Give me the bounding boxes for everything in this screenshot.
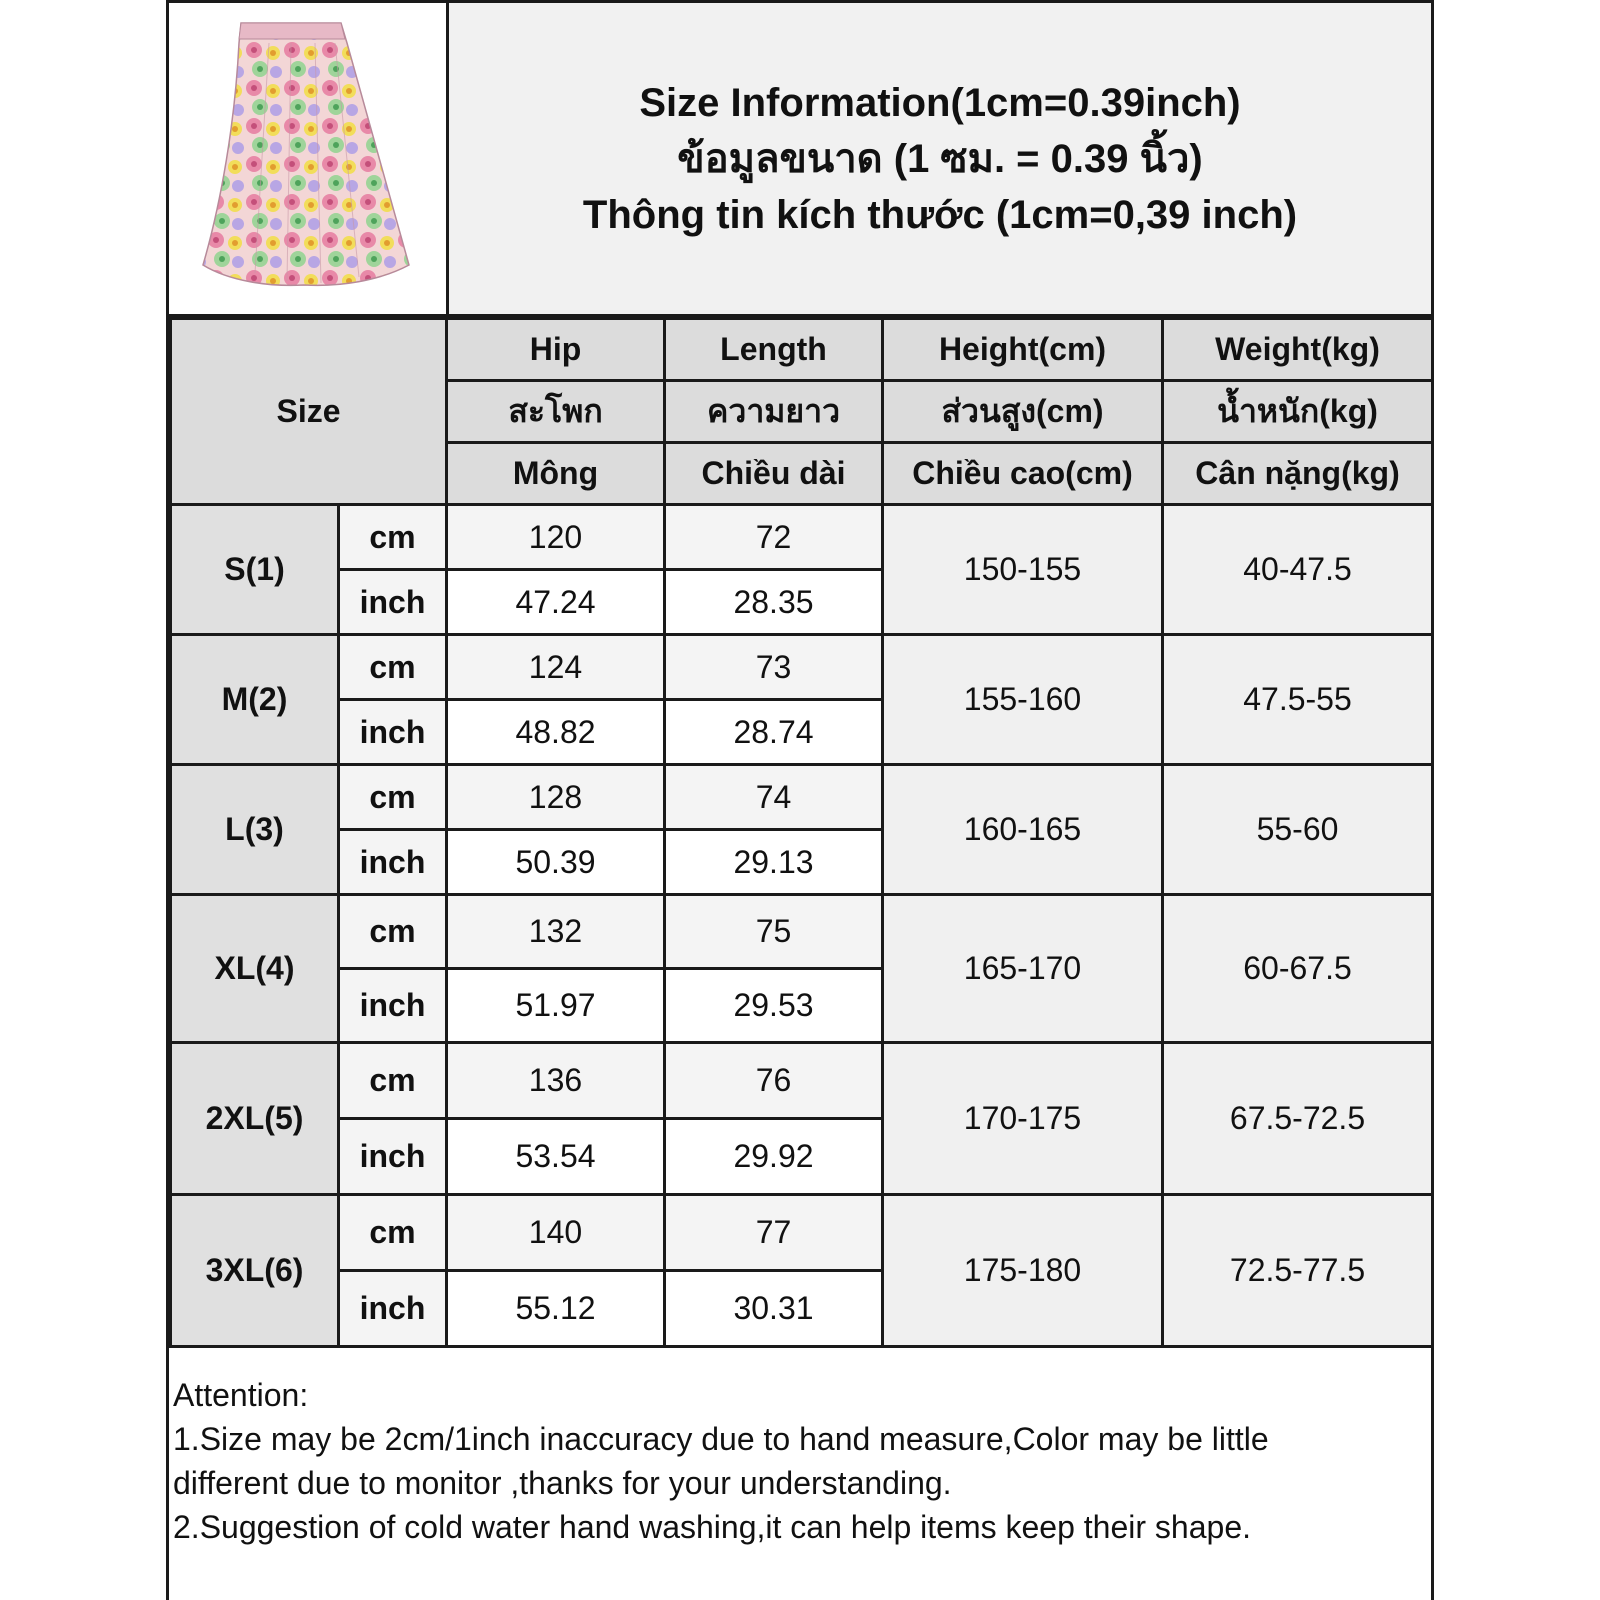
unit-cm: cm xyxy=(339,765,447,830)
weight-range-2xl: 67.5-72.5 xyxy=(1163,1043,1433,1195)
hip-cm-m: 124 xyxy=(447,635,665,700)
length-cm-l: 74 xyxy=(665,765,883,830)
col-header-weight-vi: Cân nặng(kg) xyxy=(1163,443,1433,505)
length-cm-s: 72 xyxy=(665,505,883,570)
length-inch-3xl: 30.31 xyxy=(665,1271,883,1347)
unit-cm: cm xyxy=(339,1043,447,1119)
hip-cm-xl: 132 xyxy=(447,895,665,969)
size-label-m: M(2) xyxy=(171,635,339,765)
floral-skirt-image xyxy=(169,3,446,314)
length-inch-s: 28.35 xyxy=(665,570,883,635)
col-header-weight-th: น้ำหนัก(kg) xyxy=(1163,381,1433,443)
length-cm-3xl: 77 xyxy=(665,1195,883,1271)
col-header-hip-vi: Mông xyxy=(447,443,665,505)
col-header-height-vi: Chiều cao(cm) xyxy=(883,443,1163,505)
note-1-line-1: 1.Size may be 2cm/1inch inaccuracy due to hand measure,Color may be little xyxy=(173,1421,1269,1457)
size-table xyxy=(169,317,1434,1348)
product-image xyxy=(169,3,449,314)
col-header-height-en: Height(cm) xyxy=(883,319,1163,381)
length-cm-m: 73 xyxy=(665,635,883,700)
unit-cm: cm xyxy=(339,1195,447,1271)
col-header-length-vi: Chiều dài xyxy=(665,443,883,505)
hip-inch-s: 47.24 xyxy=(447,570,665,635)
size-label-l: L(3) xyxy=(171,765,339,895)
col-header-hip-en: Hip xyxy=(447,319,665,381)
size-chart-sheet xyxy=(166,0,1434,1600)
length-inch-l: 29.13 xyxy=(665,830,883,895)
hip-inch-l: 50.39 xyxy=(447,830,665,895)
weight-range-m: 47.5-55 xyxy=(1163,635,1433,765)
note-2: 2.Suggestion of cold water hand washing,it can help items keep their shape. xyxy=(173,1509,1251,1545)
chart-header xyxy=(169,3,1431,317)
size-label-s: S(1) xyxy=(171,505,339,635)
length-inch-xl: 29.53 xyxy=(665,969,883,1043)
length-inch-2xl: 29.92 xyxy=(665,1119,883,1195)
title-panel xyxy=(449,3,1431,314)
title-thai: ข้อมูลขนาด (1 ซม. = 0.39 นิ้ว) xyxy=(677,136,1203,181)
hip-cm-l: 128 xyxy=(447,765,665,830)
size-column-header: Size xyxy=(171,319,447,505)
hip-cm-3xl: 140 xyxy=(447,1195,665,1271)
unit-inch: inch xyxy=(339,830,447,895)
hip-inch-3xl: 55.12 xyxy=(447,1271,665,1347)
col-header-hip-th: สะโพก xyxy=(447,381,665,443)
height-range-l: 160-165 xyxy=(883,765,1163,895)
col-header-weight-en: Weight(kg) xyxy=(1163,319,1433,381)
col-header-height-th: ส่วนสูง(cm) xyxy=(883,381,1163,443)
col-header-length-en: Length xyxy=(665,319,883,381)
height-range-2xl: 170-175 xyxy=(883,1043,1163,1195)
weight-range-l: 55-60 xyxy=(1163,765,1433,895)
weight-range-s: 40-47.5 xyxy=(1163,505,1433,635)
hip-cm-2xl: 136 xyxy=(447,1043,665,1119)
size-label-2xl: 2XL(5) xyxy=(171,1043,339,1195)
hip-inch-xl: 51.97 xyxy=(447,969,665,1043)
notes-heading: Attention: xyxy=(173,1377,309,1413)
length-cm-2xl: 76 xyxy=(665,1043,883,1119)
title-vietnamese: Thông tin kích thước (1cm=0,39 inch) xyxy=(582,192,1298,237)
col-header-length-th: ความยาว xyxy=(665,381,883,443)
note-1-line-2: different due to monitor ,thanks for your understanding. xyxy=(173,1465,952,1501)
unit-inch: inch xyxy=(339,570,447,635)
size-label-3xl: 3XL(6) xyxy=(171,1195,339,1347)
length-cm-xl: 75 xyxy=(665,895,883,969)
unit-inch: inch xyxy=(339,969,447,1043)
weight-range-xl: 60-67.5 xyxy=(1163,895,1433,1043)
unit-inch: inch xyxy=(339,1271,447,1347)
unit-cm: cm xyxy=(339,635,447,700)
unit-cm: cm xyxy=(339,895,447,969)
title-english: Size Information(1cm=0.39inch) xyxy=(639,80,1241,125)
unit-cm: cm xyxy=(339,505,447,570)
height-range-s: 150-155 xyxy=(883,505,1163,635)
unit-inch: inch xyxy=(339,1119,447,1195)
height-range-3xl: 175-180 xyxy=(883,1195,1163,1347)
length-inch-m: 28.74 xyxy=(665,700,883,765)
hip-inch-2xl: 53.54 xyxy=(447,1119,665,1195)
size-label-xl: XL(4) xyxy=(171,895,339,1043)
hip-cm-s: 120 xyxy=(447,505,665,570)
height-range-xl: 165-170 xyxy=(883,895,1163,1043)
weight-range-3xl: 72.5-77.5 xyxy=(1163,1195,1433,1347)
unit-inch: inch xyxy=(339,700,447,765)
hip-inch-m: 48.82 xyxy=(447,700,665,765)
height-range-m: 155-160 xyxy=(883,635,1163,765)
attention-notes xyxy=(173,1373,1423,1549)
